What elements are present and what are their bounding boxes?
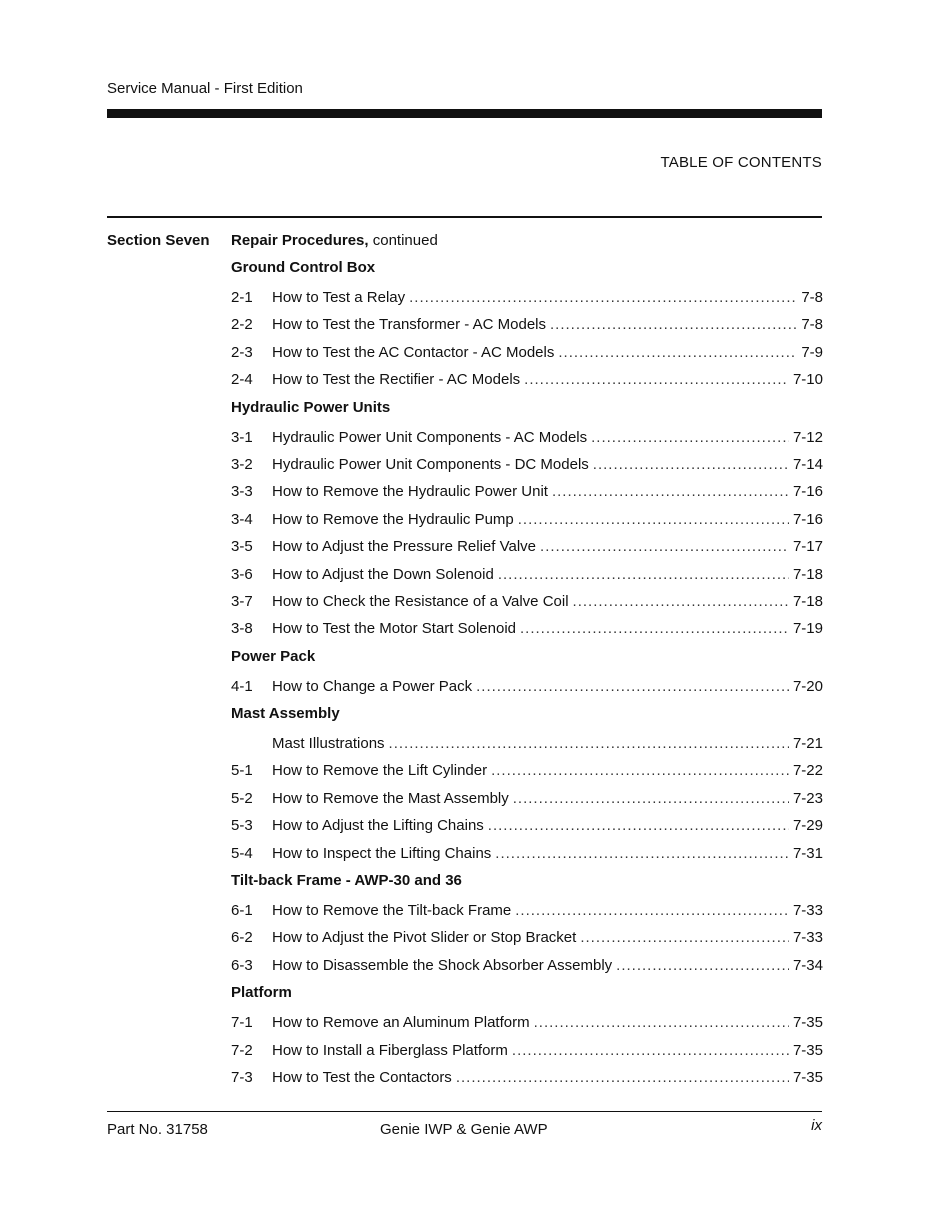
dot-leader [456, 1068, 789, 1088]
toc-entry-page: 7-16 [792, 483, 823, 501]
dot-leader [512, 1041, 789, 1061]
toc-entry-page: 7-17 [792, 538, 823, 556]
toc-entry-page: 7-8 [801, 289, 823, 306]
toc-entry-page: 7-23 [792, 789, 823, 807]
header-rule [107, 216, 822, 218]
toc-entry-label: How to Test the AC Contactor - AC Models [272, 343, 555, 361]
toc-entry-page: 7-18 [792, 565, 823, 583]
toc-group-title: Ground Control Box [231, 259, 376, 276]
toc-entry-page: 7-12 [792, 428, 823, 446]
section-heading-rest: continued [368, 232, 438, 249]
toc-entry[interactable] [231, 928, 823, 955]
toc-entry-number: 3-7 [231, 592, 253, 610]
toc-entry-page: 7-31 [792, 844, 823, 862]
toc-entry-number: 6-2 [231, 929, 253, 947]
toc-entry[interactable] [231, 592, 823, 619]
toc-entry-label: How to Inspect the Lifting Chains [272, 844, 492, 862]
part-number: Part No. 31758 [107, 1121, 208, 1138]
toc-entry-page: 7-35 [792, 1068, 823, 1086]
dot-leader [558, 343, 797, 363]
footer-rule [107, 1111, 822, 1112]
dot-leader [540, 537, 789, 557]
toc-entry[interactable] [231, 1041, 823, 1068]
product-name: Genie IWP & Genie AWP [380, 1121, 548, 1138]
section-heading [231, 231, 823, 258]
toc-entry-label: How to Remove the Hydraulic Power Unit [272, 483, 548, 501]
toc-entry-number: 5-2 [231, 789, 253, 807]
toc-entry[interactable] [231, 619, 823, 646]
toc-entry-page: 7-14 [792, 455, 823, 473]
toc-entry-page: 7-19 [792, 620, 823, 638]
toc-entry[interactable] [231, 761, 823, 788]
toc-entry-number: 2-2 [231, 316, 253, 334]
dot-leader [515, 901, 789, 921]
toc-entry-label: Mast Illustrations [272, 735, 385, 753]
toc-entry[interactable] [231, 428, 823, 455]
toc-entry-number: 3-2 [231, 455, 253, 473]
dot-leader [518, 510, 789, 530]
toc-entry-number: 3-6 [231, 565, 253, 583]
toc-entry-page: 7-35 [792, 1041, 823, 1059]
toc-entry-number: 5-1 [231, 762, 253, 780]
toc-group-title: Mast Assembly [231, 705, 340, 723]
toc-entry-label: How to Adjust the Lifting Chains [272, 817, 484, 835]
toc-entry[interactable] [231, 455, 823, 482]
toc-entry-label: How to Check the Resistance of a Valve Coil [272, 592, 569, 610]
toc-entry-label: How to Remove the Tilt-back Frame [272, 902, 512, 920]
toc-entry-label: How to Adjust the Down Solenoid [272, 565, 494, 583]
toc-entry[interactable] [231, 789, 823, 816]
toc-entry[interactable] [231, 734, 823, 761]
toc-entry-number: 2-4 [231, 371, 253, 389]
toc-entry-number: 7-2 [231, 1041, 253, 1059]
toc-entry[interactable] [231, 816, 823, 843]
toc-entry-label: Hydraulic Power Unit Components - DC Models [272, 455, 589, 473]
toc-entry-page: 7-35 [792, 1014, 823, 1032]
dot-leader [476, 677, 789, 697]
header-bar [107, 109, 822, 118]
toc-entry-number: 3-4 [231, 510, 253, 528]
toc-groups [231, 258, 823, 1095]
toc-entry-label: How to Install a Fiberglass Platform [272, 1041, 508, 1059]
toc-entry-page: 7-16 [792, 510, 823, 528]
toc-entry-page: 7-8 [801, 316, 823, 334]
toc-entry-number: 7-1 [231, 1014, 253, 1032]
toc-entry[interactable] [231, 565, 823, 592]
toc-entry-page: 7-29 [792, 817, 823, 835]
dot-leader [573, 592, 789, 612]
toc-entry-page: 7-33 [792, 902, 823, 920]
toc-entry-page: 7-9 [801, 343, 823, 361]
toc-entry[interactable] [231, 370, 823, 397]
dot-leader [552, 482, 789, 502]
toc-entry-label: How to Remove the Lift Cylinder [272, 762, 488, 780]
section-label: Section Seven [107, 232, 210, 249]
toc-entry-page: 7-18 [792, 592, 823, 610]
toc-entry-number: 3-8 [231, 620, 253, 638]
dot-leader [550, 315, 797, 335]
toc-entry-number: 3-5 [231, 538, 253, 556]
dot-leader [513, 789, 789, 809]
toc-entry-number: 7-3 [231, 1068, 253, 1086]
toc-entry[interactable] [231, 537, 823, 564]
toc-entry-label: How to Change a Power Pack [272, 677, 473, 695]
toc-entry-page: 7-10 [792, 371, 823, 389]
page-number: ix [811, 1117, 822, 1134]
toc-entry-number: 3-1 [231, 428, 253, 446]
toc-entry-number: 6-3 [231, 956, 253, 974]
toc-entry[interactable] [231, 510, 823, 537]
dot-leader [591, 428, 789, 448]
toc-entry-label: How to Test the Motor Start Solenoid [272, 620, 517, 638]
toc-entry-page: 7-34 [792, 956, 823, 974]
dot-leader [488, 816, 789, 836]
toc-entry-label: How to Adjust the Pressure Relief Valve [272, 538, 537, 556]
toc-entry-label: How to Test the Rectifier - AC Models [272, 371, 521, 389]
toc-entry-number: 5-3 [231, 817, 253, 835]
toc-entry-label: How to Disassemble the Shock Absorber Assembly [272, 956, 613, 974]
toc-entry[interactable] [231, 343, 823, 370]
toc-entry-label: How to Remove the Mast Assembly [272, 789, 509, 807]
toc-entry-label: Hydraulic Power Unit Components - AC Models [272, 428, 588, 446]
manual-title: Service Manual - First Edition [107, 80, 303, 97]
toc-entry[interactable] [231, 1013, 823, 1040]
toc-entry-label: How to Test the Transformer - AC Models [272, 316, 546, 334]
toc-title: TABLE OF CONTENTS [660, 154, 822, 171]
toc-entry-label: How to Remove an Aluminum Platform [272, 1014, 530, 1032]
toc-entry-label: How to Remove the Hydraulic Pump [272, 510, 514, 528]
toc-entry[interactable] [231, 677, 823, 704]
dot-leader [534, 1013, 789, 1033]
toc-entry-label: How to Adjust the Pivot Slider or Stop Bracket [272, 929, 577, 947]
section-heading-bold: Repair Procedures, [231, 232, 369, 249]
toc-entry-label: How to Test the Contactors [272, 1068, 452, 1086]
dot-leader [524, 370, 789, 390]
toc-entry[interactable] [231, 288, 823, 315]
toc-entry-number: 6-1 [231, 902, 253, 920]
toc-entry-number: 3-3 [231, 483, 253, 501]
toc-list [231, 231, 823, 1095]
dot-leader [495, 844, 789, 864]
toc-entry-page: 7-20 [792, 677, 823, 695]
dot-leader [580, 928, 789, 948]
dot-leader [520, 619, 789, 639]
toc-group-title: Hydraulic Power Units [231, 398, 391, 416]
toc-group-title: Platform [231, 984, 292, 1002]
dot-leader [593, 455, 789, 475]
toc-entry[interactable] [231, 844, 823, 871]
toc-entry-number: 4-1 [231, 677, 253, 695]
toc-group-title: Tilt-back Frame - AWP-30 and 36 [231, 872, 462, 890]
toc-entry[interactable] [231, 1068, 823, 1095]
toc-entry-number: 5-4 [231, 844, 253, 862]
dot-leader [409, 288, 797, 308]
toc-entry[interactable] [231, 901, 823, 928]
toc-entry-number: 2-3 [231, 343, 253, 361]
toc-entry-page: 7-21 [792, 735, 823, 753]
dot-leader [491, 761, 789, 781]
toc-entry-label: How to Test a Relay [272, 289, 406, 306]
toc-entry[interactable] [231, 315, 823, 342]
toc-group-title: Power Pack [231, 647, 316, 665]
toc-entry-page: 7-33 [792, 929, 823, 947]
toc-entry-number: 2-1 [231, 289, 253, 306]
dot-leader [389, 734, 789, 754]
toc-entry-page: 7-22 [792, 762, 823, 780]
dot-leader [498, 565, 789, 585]
toc-entry[interactable] [231, 482, 823, 509]
dot-leader [616, 956, 789, 976]
toc-entry[interactable] [231, 956, 823, 983]
